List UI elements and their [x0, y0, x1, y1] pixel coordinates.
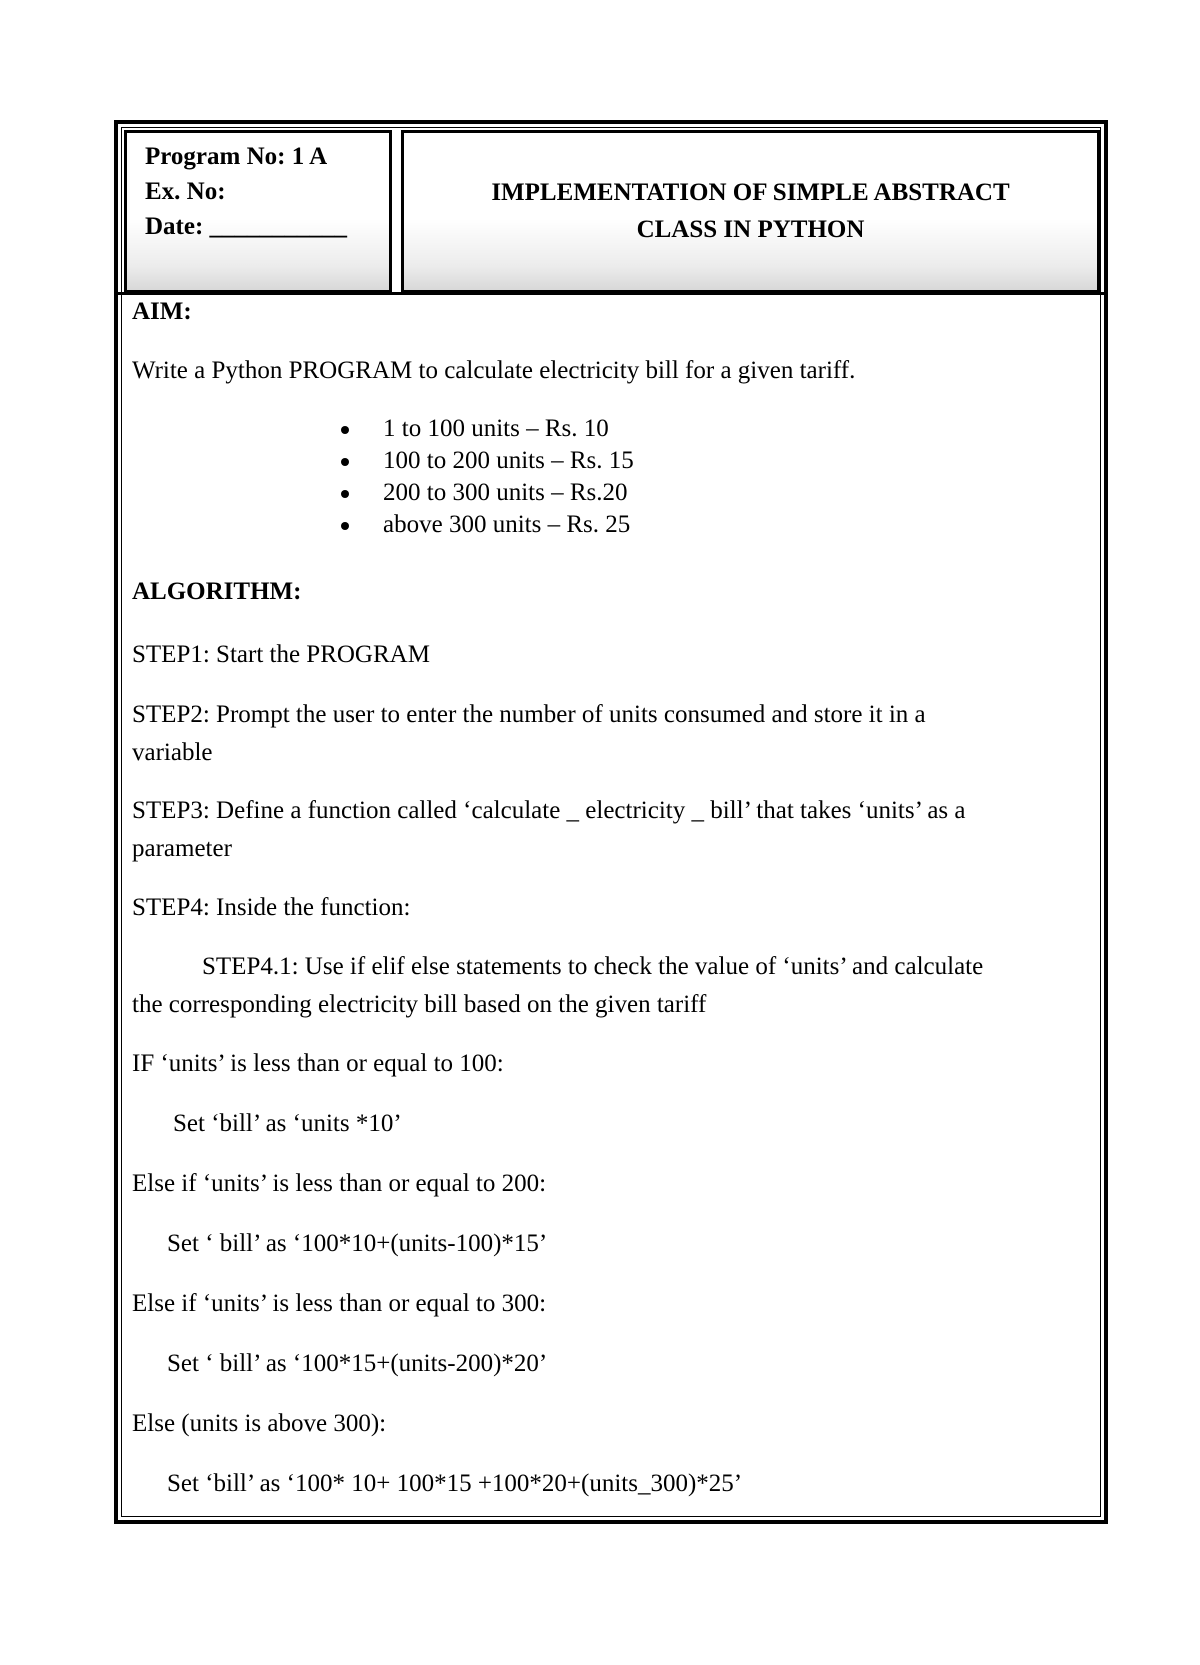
bullet-icon: [341, 426, 349, 434]
step-1: STEP1: Start the PROGRAM: [132, 641, 430, 668]
title-line-1: IMPLEMENTATION OF SIMPLE ABSTRACT: [491, 179, 1010, 206]
title-line-2: CLASS IN PYTHON: [636, 216, 865, 243]
tariff-item: 200 to 300 units – Rs.20: [338, 477, 634, 509]
step-2-line-2: variable: [132, 739, 213, 766]
bullet-icon: [341, 522, 349, 530]
step-3-line-2: parameter: [132, 835, 232, 862]
assignment-2: Set ‘ bill’ as ‘100*10+(units-100)*15’: [167, 1230, 548, 1257]
step-2-line-1: STEP2: Prompt the user to enter the number of units consumed and store it in a: [132, 701, 926, 728]
document-title: [404, 174, 1097, 248]
aim-text: Write a Python PROGRAM to calculate electricity bill for a given tariff.: [132, 357, 856, 384]
bullet-icon: [341, 490, 349, 498]
tariff-item: 1 to 100 units – Rs. 10: [338, 413, 634, 445]
algorithm-heading: ALGORITHM:: [132, 578, 302, 605]
step-4-1-line-1: STEP4.1: Use if elif else statements to check the value of ‘units’ and calculate: [202, 953, 984, 980]
tariff-item: above 300 units – Rs. 25: [338, 509, 634, 541]
condition-else: Else (units is above 300):: [132, 1410, 387, 1437]
program-info-box: [124, 130, 392, 293]
assignment-1: Set ‘bill’ as ‘units *10’: [173, 1110, 402, 1137]
assignment-4: Set ‘bill’ as ‘100* 10+ 100*15 +100*20+(units_300)*25’: [167, 1470, 743, 1497]
bullet-icon: [341, 458, 349, 466]
date-field: Date: ___________: [145, 213, 348, 240]
tariff-item: 100 to 200 units – Rs. 15: [338, 445, 634, 477]
step-4: STEP4: Inside the function:: [132, 894, 411, 921]
aim-heading: AIM:: [132, 298, 192, 325]
step-3-line-1: STEP3: Define a function called ‘calculate _ electricity _ bill’ that takes ‘units’ as a: [132, 797, 966, 824]
header-divider: [118, 292, 1104, 295]
program-number: Program No: 1 A: [145, 143, 328, 170]
condition-elif-2: Else if ‘units’ is less than or equal to 300:: [132, 1290, 547, 1317]
condition-elif-1: Else if ‘units’ is less than or equal to 200:: [132, 1170, 547, 1197]
title-box: [401, 130, 1100, 293]
exercise-number: Ex. No:: [145, 178, 226, 205]
assignment-3: Set ‘ bill’ as ‘100*15+(units-200)*20’: [167, 1350, 548, 1377]
step-4-1-line-2: the corresponding electricity bill based on the given tariff: [132, 991, 707, 1018]
tariff-list: [338, 413, 634, 541]
condition-if: IF ‘units’ is less than or equal to 100:: [132, 1050, 504, 1077]
